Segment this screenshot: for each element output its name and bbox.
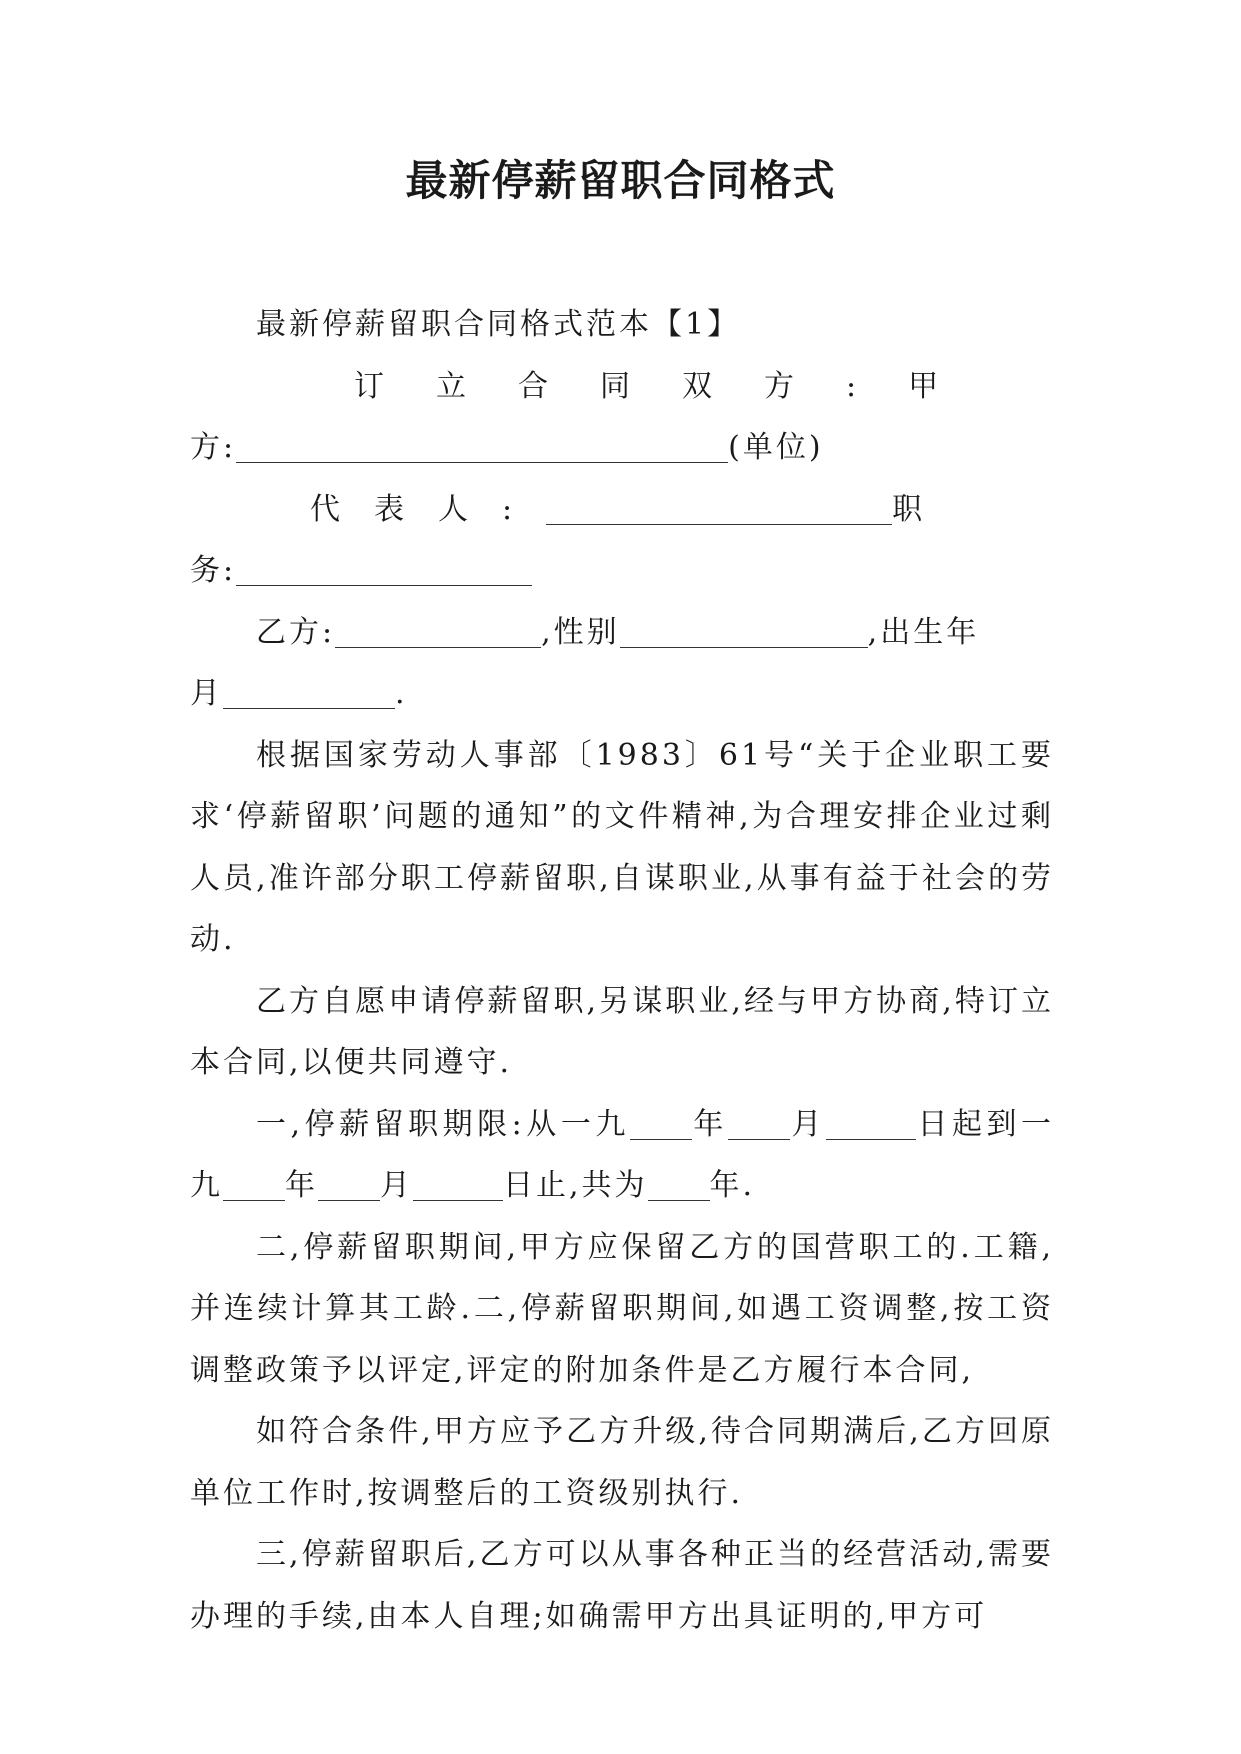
post-label-rest: 务:: [190, 553, 237, 588]
gender-label: ,性别: [541, 614, 620, 650]
clause-1-year-word-2: 年: [285, 1168, 318, 1203]
party-a-blank[interactable]: [236, 432, 728, 463]
representative-label: 代表人:: [310, 491, 547, 527]
clause-1-start-year-blank[interactable]: [630, 1109, 692, 1140]
birth-end: .: [395, 676, 408, 711]
party-a-unit: (单位): [728, 430, 824, 465]
birth-line: [190, 663, 1054, 725]
clause-1-end-year-blank[interactable]: [223, 1170, 285, 1201]
clause-2: 二,停薪留职期间,甲方应保留乙方的国营职工的.工籍,并连续计算其工龄.二,停薪留职期间,如遇工资调整,按工资调整政策予以评定,评定的附加条件是乙方履行本合同,: [190, 1229, 1054, 1388]
document-title: 最新停薪留职合同格式: [405, 156, 836, 205]
clause-1-total-blank[interactable]: [648, 1170, 710, 1201]
parties-heading: [190, 356, 1054, 418]
gender-blank[interactable]: [620, 617, 868, 648]
document-body: [190, 294, 1054, 1647]
clause-1-month-word-2: 月: [380, 1168, 413, 1203]
party-b-blank[interactable]: [335, 617, 541, 648]
clause-3: 三,停薪留职后,乙方可以从事各种正当的经营活动,需要办理的手续,由本人自理;如确需甲方出具证明的,甲方可: [190, 1537, 1054, 1634]
clause-1-to: 日起到一九: [190, 1106, 1055, 1203]
post-blank[interactable]: [236, 555, 532, 586]
clause-1: [190, 1094, 1054, 1217]
clause-2-continued: 如符合条件,甲方应予乙方升级,待合同期满后,乙方回原单位工作时,按调整后的工资级别执行.: [190, 1414, 1054, 1511]
party-a-first-char: 甲: [908, 368, 939, 404]
clause-1-final: 年.: [709, 1168, 756, 1203]
representative-blank[interactable]: [546, 494, 892, 525]
clause-1-start: 一,停薪留职期限:从一九: [256, 1106, 630, 1142]
birth-blank[interactable]: [223, 678, 395, 709]
clause-1-end: 日止,共为: [503, 1168, 648, 1203]
clause-1-start-month-blank[interactable]: [728, 1109, 790, 1140]
party-b-line: [190, 602, 1054, 664]
representative-line: [190, 479, 1054, 541]
clause-1-year-word: 年: [691, 1106, 728, 1142]
birth-label-part: ,出生年: [867, 614, 980, 650]
parties-heading-text: 订立合同双方:: [354, 368, 909, 404]
subtitle: 最新停薪留职合同格式范本【1】: [256, 307, 741, 342]
paragraph-request: 乙方自愿申请停薪留职,另谋职业,经与甲方协商,特订立本合同,以便共同遵守.: [190, 983, 1054, 1080]
post-line: [190, 540, 1054, 602]
post-label-first: 职: [892, 491, 926, 527]
clause-1-end-month-blank[interactable]: [318, 1170, 380, 1201]
party-b-label: 乙方:: [256, 614, 336, 650]
birth-label-rest: 月: [190, 676, 223, 711]
party-a-label: 方:: [190, 430, 237, 465]
clause-1-start-day-blank[interactable]: [826, 1109, 916, 1140]
paragraph-basis: 根据国家劳动人事部〔1983〕61号“关于企业职工要求‘停薪留职’问题的通知”的文件精神,为合理安排企业过剩人员,准许部分职工停薪留职,自谋职业,从事有益于社会的劳动.: [190, 737, 1054, 957]
party-a-line: [190, 417, 1054, 479]
clause-1-end-day-blank[interactable]: [413, 1170, 503, 1201]
clause-1-month-word: 月: [789, 1106, 826, 1142]
